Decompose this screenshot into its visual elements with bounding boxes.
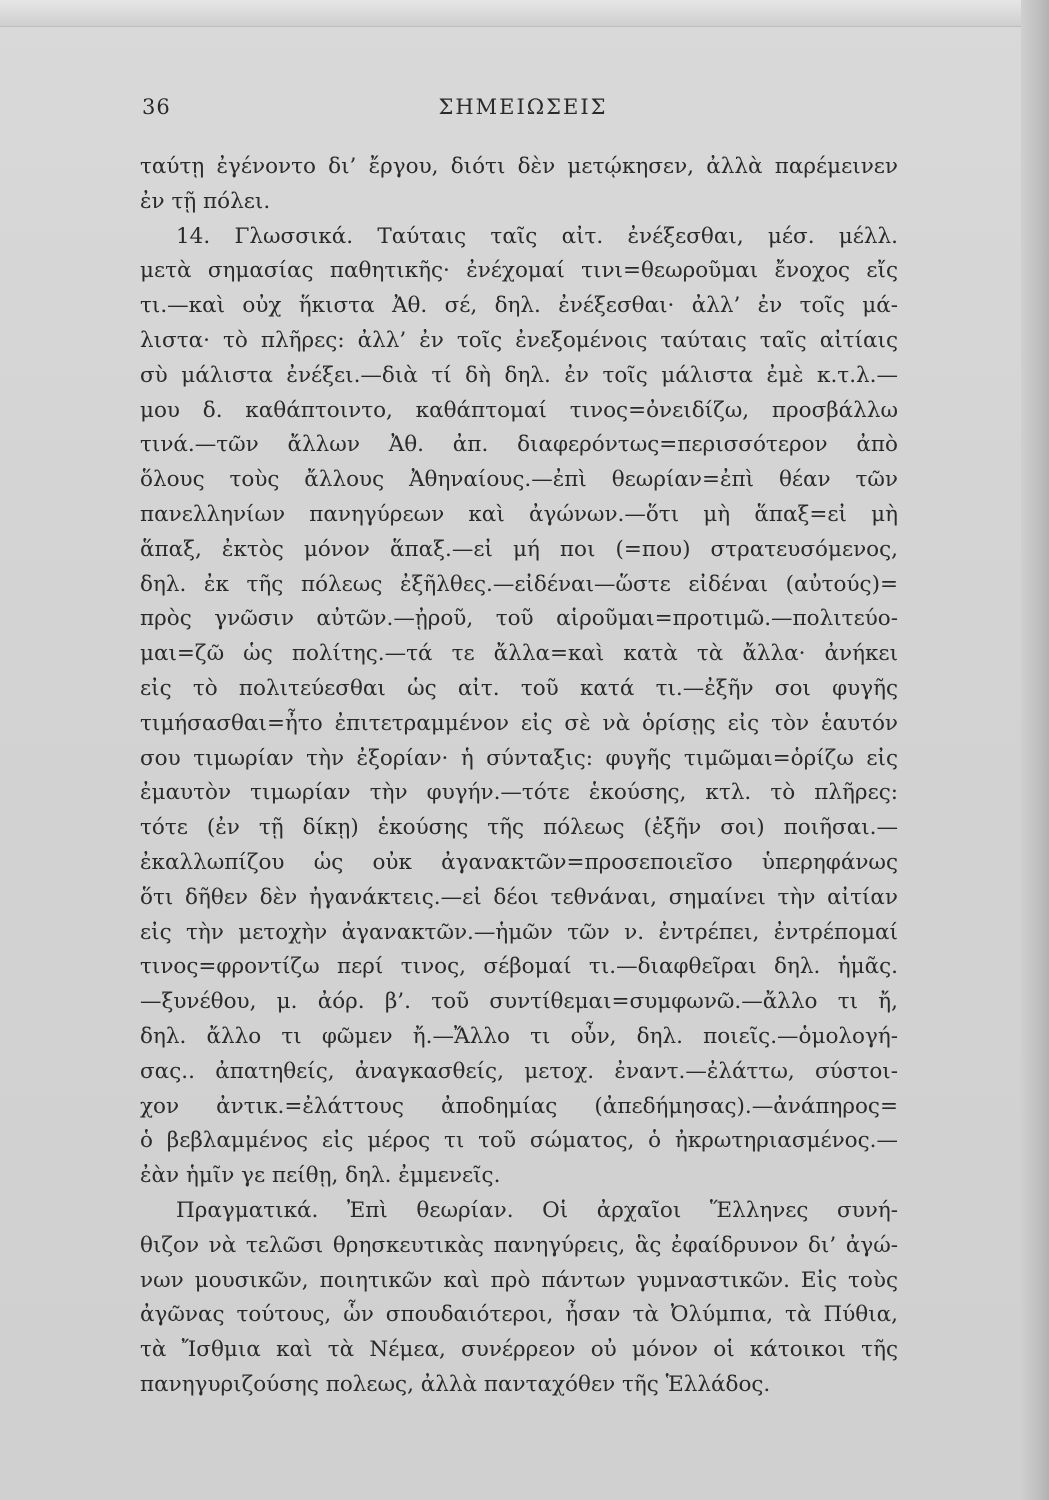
text-line: Πραγματικά. Ἐπὶ θεωρίαν. Οἱ ἀρχαῖοι Ἕλληνες συνή-: [176, 1197, 898, 1223]
text-line: δηλ. ἄλλο τι φῶμεν ἤ.—Ἄλλο τι οὖν, δηλ. ποιεῖς.—ὁμολογή-: [140, 1023, 898, 1049]
text-line: χον ἀντικ.=ἐλάττους ἀποδημίας (ἀπεδήμησας).—ἀνάπηρος=: [140, 1093, 898, 1119]
text-line: πανηγυριζούσης πολεως, ἀλλὰ πανταχόθεν τῆς Ἑλλάδος.: [140, 1371, 771, 1397]
text-line: πρὸς γνῶσιν αὐτῶν.—ᾐροῦ, τοῦ αἱροῦμαι=προτιμῶ.—πολιτεύο-: [140, 606, 898, 632]
text-line: ἐμαυτὸν τιμωρίαν τὴν φυγήν.—τότε ἑκούσης, κτλ. τὸ πλῆρες:: [140, 780, 898, 806]
text-line: ὅτι δῆθεν δὲν ἠγανάκτεις.—εἰ δέοι τεθνάναι, σημαίνει τὴν αἰτίαν: [140, 884, 898, 910]
text-line: τι.—καὶ οὐχ ἥκιστα Ἀθ. σέ, δηλ. ἐνέξεσθαι· ἀλλ’ ἐν τοῖς μά-: [140, 293, 898, 319]
text-line: τινος=φροντίζω περί τινος, σέβομαί τι.—διαφθεῖραι δηλ. ἡμᾶς.: [140, 954, 898, 980]
text-line: ὁ βεβλαμμένος εἰς μέρος τι τοῦ σώματος, ὁ ἠκρωτηριασμένος.—: [140, 1128, 898, 1154]
text-line: σὺ μάλιστα ἐνέξει.—διὰ τί δὴ δηλ. ἐν τοῖς μάλιστα ἐμὲ κ.τ.λ.—: [140, 362, 898, 388]
page-header: [138, 95, 908, 131]
page-number: 36: [142, 95, 171, 119]
text-line: ἐκαλλωπίζου ὡς οὐκ ἀγανακτῶν=προσεποιεῖσο ὑπερηφάνως: [140, 849, 898, 875]
text-line: θιζον νὰ τελῶσι θρησκευτικὰς πανηγύρεις, ἃς ἐφαίδρυνον δι’ ἀγώ-: [140, 1232, 898, 1258]
text-line: εἰς τὸ πολιτεύεσθαι ὡς αἰτ. τοῦ κατά τι.—ἐξῆν σοι φυγῆς: [140, 675, 898, 701]
body-text: [140, 150, 898, 1403]
text-line: ἐὰν ἡμῖν γε πείθῃ, δηλ. ἐμμενεῖς.: [140, 1163, 501, 1189]
text-line: τότε (ἐν τῇ δίκῃ) ἑκούσης τῆς πόλεως (ἐξῆν σοι) ποιῆσαι.—: [140, 815, 898, 841]
text-line: ὅλους τοὺς ἄλλους Ἀθηναίους.—ἐπὶ θεωρίαν=ἐπὶ θέαν τῶν: [140, 467, 898, 493]
text-line: ἀγῶνας τούτους, ὧν σπουδαιότεροι, ἦσαν τὰ Ὀλύμπια, τὰ Πύθια,: [140, 1302, 898, 1328]
text-line: ἐν τῇ πόλει.: [140, 188, 271, 214]
text-line: πανελληνίων πανηγύρεων καὶ ἀγώνων.—ὅτι μὴ ἅπαξ=εἰ μὴ: [140, 501, 898, 527]
text-line: τὰ Ἴσθμια καὶ τὰ Νέμεα, συνέρρεον οὐ μόνον οἱ κάτοικοι τῆς: [140, 1337, 898, 1363]
text-line: μου δ. καθάπτοιντο, καθάπτομαί τινος=ὀνειδίζω, προσβάλλω: [140, 397, 898, 423]
text-line: 14. Γλωσσικά. Ταύταις ταῖς αἰτ. ἐνέξεσθαι, μέσ. μέλλ.: [176, 223, 898, 249]
page-right-edge: [1021, 0, 1049, 1500]
text-line: τιμήσασθαι=ἦτο ἐπιτετραμμένον εἰς σὲ νὰ ὁρίσῃς εἰς τὸν ἑαυτόν: [140, 710, 898, 736]
running-title: ΣΗΜΕΙΩΣΕΙΣ: [438, 95, 608, 119]
text-line: δηλ. ἐκ τῆς πόλεως ἐξῆλθες.—εἰδέναι—ὥστε εἰδέναι (αὐτούς)=: [140, 571, 898, 597]
text-line: μετὰ σημασίας παθητικῆς· ἐνέχομαί τινι=θεωροῦμαι ἔνοχος εἴς: [140, 258, 898, 284]
text-line: εἰς τὴν μετοχὴν ἀγανακτῶν.—ἡμῶν τῶν ν. ἐντρέπει, ἐντρέπομαί: [140, 919, 898, 945]
text-line: μαι=ζῶ ὡς πολίτης.—τά τε ἄλλα=καὶ κατὰ τὰ ἄλλα· ἀνήκει: [140, 641, 898, 667]
text-line: ἅπαξ, ἐκτὸς μόνον ἅπαξ.—εἰ μή ποι (=που) στρατευσόμενος,: [140, 536, 898, 562]
page-top-edge: [0, 0, 1049, 27]
text-line: —ξυνέθου, μ. ἀόρ. β’. τοῦ συντίθεμαι=συμφωνῶ.—ἄλλο τι ἤ,: [140, 989, 898, 1015]
text-line: τινά.—τῶν ἄλλων Ἀθ. ἀπ. διαφερόντως=περισσότερον ἀπὸ: [140, 432, 898, 458]
text-line: σας.. ἀπατηθείς, ἀναγκασθείς, μετοχ. ἐναντ.—ἐλάττω, σύστοι-: [140, 1058, 898, 1084]
text-line: νων μουσικῶν, ποιητικῶν καὶ πρὸ πάντων γυμναστικῶν. Εἰς τοὺς: [140, 1267, 898, 1293]
text-line: ταύτῃ ἐγένοντο δι’ ἔργου, διότι δὲν μετῴκησεν, ἀλλὰ παρέμεινεν: [140, 154, 898, 179]
text-line: λιστα· τὸ πλῆρες: ἀλλ’ ἐν τοῖς ἐνεξομένοις ταύταις ταῖς αἰτίαις: [140, 327, 898, 353]
text-line: σου τιμωρίαν τὴν ἐξορίαν· ἡ σύνταξις: φυγῆς τιμῶμαι=ὁρίζω εἰς: [140, 745, 898, 771]
